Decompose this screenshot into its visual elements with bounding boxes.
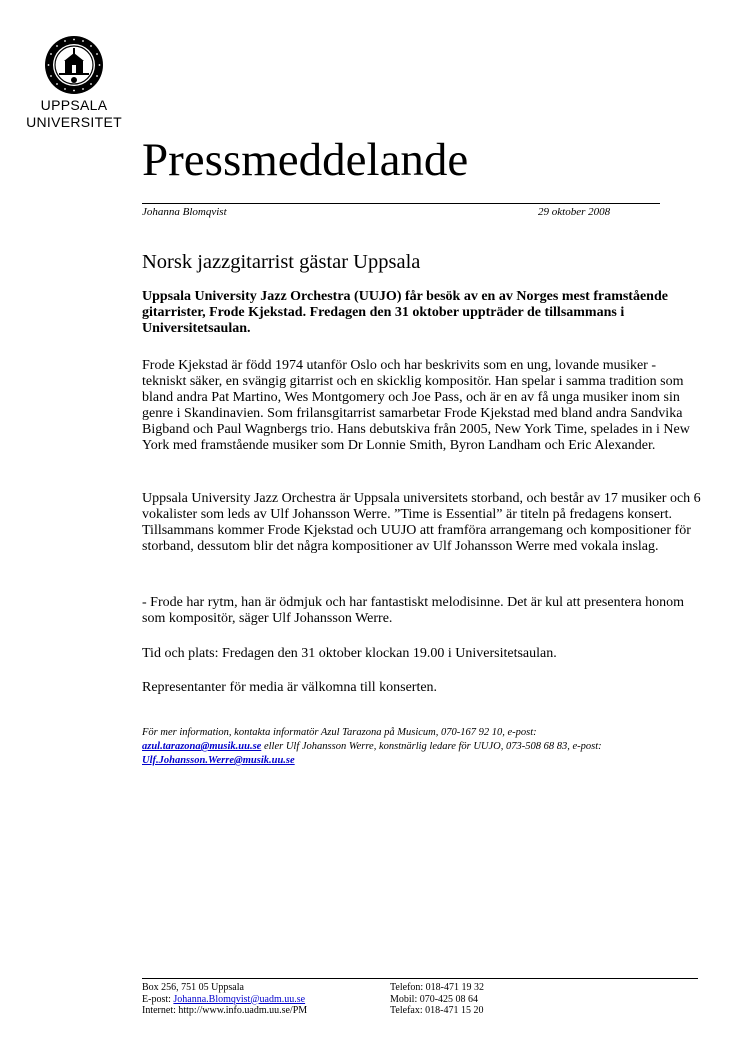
contact-text-1: För mer information, kontakta informatör Azul Tarazona på Musicum, 070-167 92 10, e-post: — [142, 727, 537, 738]
date: 29 oktober 2008 — [538, 206, 611, 218]
header-divider — [142, 203, 660, 204]
footer-divider — [142, 978, 698, 979]
article-headline: Norsk jazzgitarrist gästar Uppsala — [142, 251, 421, 273]
footer-email-line — [142, 994, 307, 1006]
university-name-line2: UNIVERSITET — [26, 114, 122, 130]
university-name — [0, 97, 148, 131]
footer-left — [142, 982, 307, 1017]
page-title: Pressmeddelande — [142, 134, 469, 186]
article-lead: Uppsala University Jazz Orchestra (UUJO) får besök av en av Norges mest framstående gitarrister, Frode Kjekstad. Fredagen den 31 oktober uppträder de tillsammans i Universitetsaulan. — [142, 289, 668, 336]
footer-email-link[interactable]: Johanna.Blomqvist@uadm.uu.se — [173, 993, 306, 1005]
contact-info — [142, 726, 712, 768]
article-paragraph-3: - Frode har rytm, han är ödmjuk och har fantastiskt melodisinne. Det är kul att presentera honom som kompositör, säger Ulf Johansson Werre. — [142, 595, 684, 626]
article-paragraph-4: Tid och plats: Fredagen den 31 oktober klockan 19.00 i Universitetsaulan. — [142, 646, 557, 661]
footer-email-label: E-post: — [142, 993, 174, 1005]
article-paragraph-2: Uppsala University Jazz Orchestra är Uppsala universitets storband, och består av 17 musiker och 6 vokalister som leds av Ulf Johansson Werre. ”Time is Essential” är titeln på fredagens konsert. Tillsammans kommer Frode Kjekstad och UUJO att framföra arrangemang och kompositioner för storband, dessutom blir det några kompositioner av Ulf Johansson Werre med vokala inslag. — [142, 491, 701, 554]
article-paragraph-5: Representanter för media är välkomna till konserten. — [142, 680, 438, 695]
article-paragraph-1: Frode Kjekstad är född 1974 utanför Oslo och har beskrivits som en ung, lovande musiker - tekniskt säker, en svängig gitarrist och en skicklig kompositör. Han spelar i samma tradition som bland andra Pat Martino, Wes Montgomery och Joe Pass, och är en av få unga musiker inom sin genre i Skandinavien. Som frilansgitarrist samarbetar Frode Kjekstad med bland andra Sandvika Bigband och Paul Wagnbergs trio. Hans debutskiva från 2005, New York Time, spelades in i New York med framstående musiker som Dr Lonnie Smith, Byron Landham och Eric Alexander. — [142, 358, 690, 453]
author: Johanna Blomqvist — [142, 206, 227, 218]
footer-internet: Internet: http://www.info.uadm.uu.se/PM — [142, 1005, 308, 1016]
footer-address: Box 256, 751 05 Uppsala — [142, 982, 244, 993]
footer-right — [390, 982, 484, 1017]
contact-text-2: eller Ulf Johansson Werre, konstnärlig ledare för UUJO, 073-508 68 83, e-post: — [261, 741, 602, 752]
uppsala-university-seal-icon — [44, 35, 104, 95]
contact-email-link-1[interactable]: azul.tarazona@musik.uu.se — [142, 741, 262, 752]
university-name-line1: UPPSALA — [40, 97, 108, 113]
footer-fax: Telefax: 018-471 15 20 — [390, 1005, 484, 1016]
footer-mobile: Mobil: 070-425 08 64 — [390, 993, 479, 1005]
contact-email-link-2[interactable]: Ulf.Johansson.Werre@musik.uu.se — [142, 755, 295, 766]
footer-phone: Telefon: 018-471 19 32 — [390, 982, 485, 993]
